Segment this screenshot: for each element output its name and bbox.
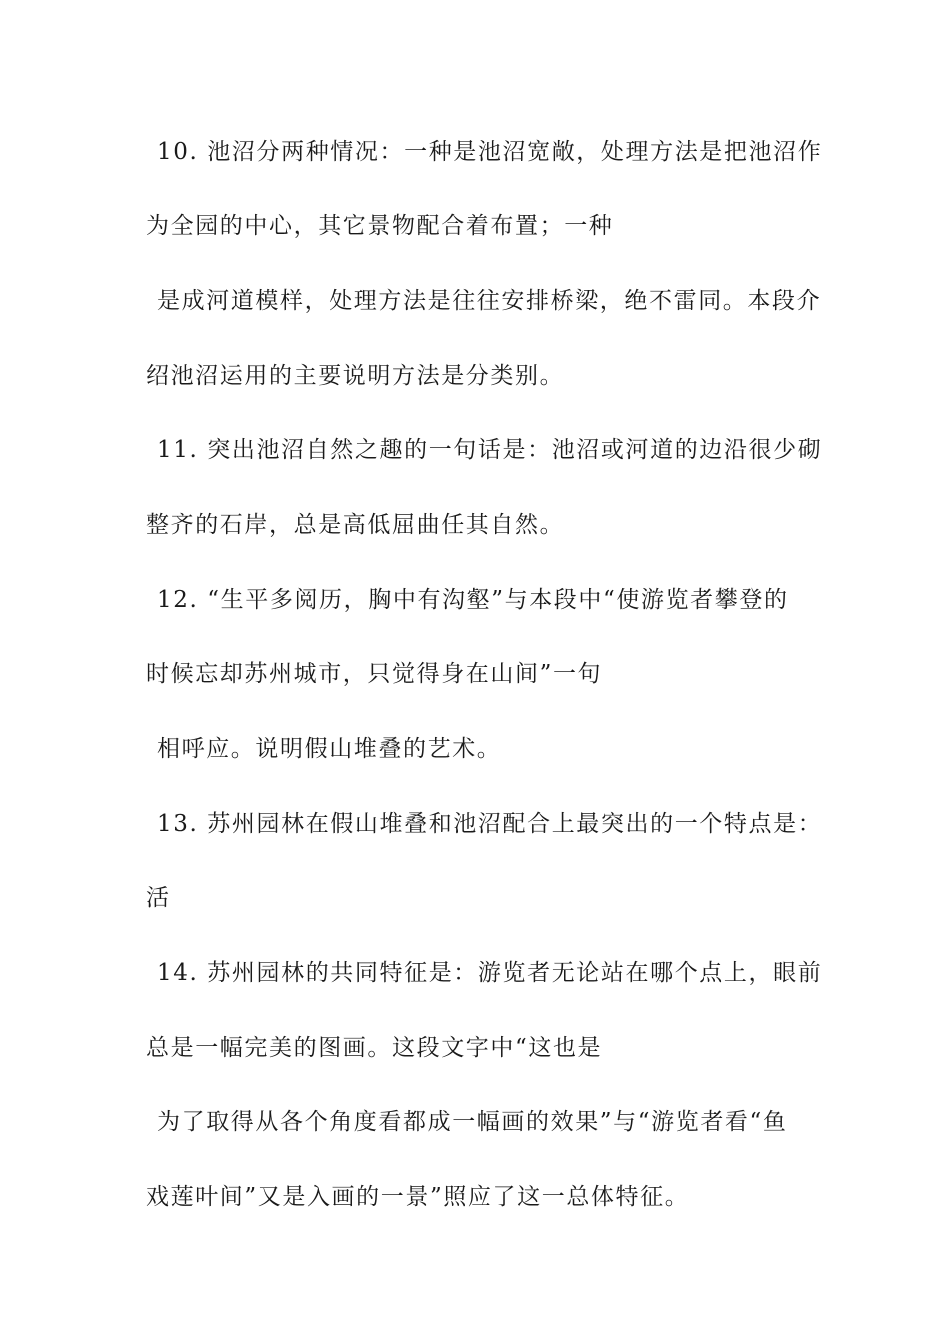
item-13-line-2: 活 [146, 885, 171, 911]
item-13-line-1: 13. 苏州园林在假山堆叠和池沼配合上最突出的一个特点是： [157, 811, 823, 837]
item-12-line-1: 12. “生平多阅历，胸中有沟壑”与本段中“使游览者攀登的 [157, 587, 789, 613]
item-10-line-1: 10. 池沼分两种情况：一种是池沼宽敞，处理方法是把池沼作 [157, 139, 823, 165]
item-14-line-3: 为了取得从各个角度看都成一幅画的效果”与“游览者看“鱼 [157, 1109, 788, 1135]
item-12-line-2: 时候忘却苏州城市，只觉得身在山间”一句 [146, 661, 603, 687]
item-11-line-1: 11. 突出池沼自然之趣的一句话是：池沼或河道的边沿很少砌 [157, 437, 823, 463]
item-10-line-4: 绍池沼运用的主要说明方法是分类别。 [146, 363, 565, 389]
item-14-line-2: 总是一幅完美的图画。这段文字中“这也是 [146, 1035, 603, 1061]
item-14-line-4: 戏莲叶间”又是入画的一景”照应了这一总体特征。 [146, 1184, 690, 1210]
item-11-line-2: 整齐的石岸，总是高低屈曲任其自然。 [146, 512, 565, 538]
item-10-line-3: 是成河道模样，处理方法是往往安排桥梁，绝不雷同。本段介 [157, 288, 822, 314]
item-10-line-2: 为全园的中心，其它景物配合着布置；一种 [146, 213, 614, 239]
item-12-line-3: 相呼应。说明假山堆叠的艺术。 [157, 736, 502, 762]
item-14-line-1: 14. 苏州园林的共同特征是：游览者无论站在哪个点上，眼前 [157, 960, 823, 986]
